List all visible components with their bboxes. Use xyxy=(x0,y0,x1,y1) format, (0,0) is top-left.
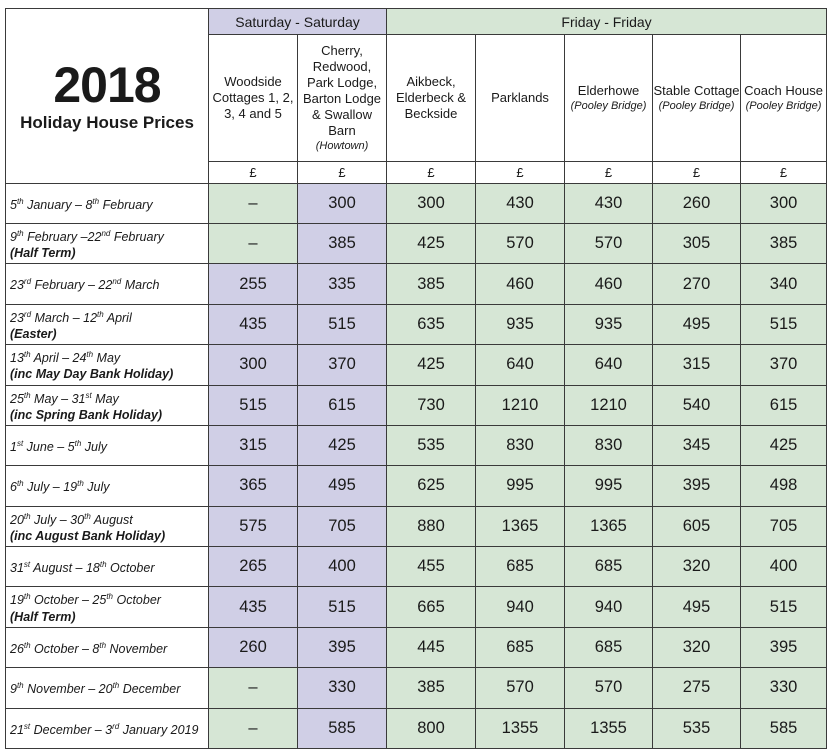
price-cell: – xyxy=(209,183,298,223)
price-cell: 685 xyxy=(565,547,653,587)
period-dates: 21st December – 3rd January 2019 xyxy=(10,721,199,737)
property-name: Parklands xyxy=(491,90,549,106)
price-cell: 395 xyxy=(298,627,387,667)
group-header-row xyxy=(6,9,827,35)
price-cell: 370 xyxy=(298,345,387,385)
period-dates: 6th July – 19th July xyxy=(10,479,110,495)
period-note: (Half Term) xyxy=(10,609,76,624)
price-cell: 515 xyxy=(298,304,387,344)
price-cell: 305 xyxy=(653,224,741,264)
property-location-note: (Pooley Bridge) xyxy=(658,100,735,113)
price-cell: 425 xyxy=(298,425,387,465)
group-friday: Friday - Friday xyxy=(387,9,827,35)
property-header xyxy=(565,35,653,162)
property-name: Coach House xyxy=(744,83,823,99)
price-cell: 800 xyxy=(387,708,476,749)
price-cell: 425 xyxy=(387,345,476,385)
price-cell: 515 xyxy=(209,385,298,425)
price-cell: 730 xyxy=(387,385,476,425)
price-cell: 345 xyxy=(653,425,741,465)
title-year: 2018 xyxy=(53,56,161,113)
price-cell: 615 xyxy=(298,385,387,425)
price-cell: 515 xyxy=(741,587,827,627)
price-cell: 585 xyxy=(741,708,827,749)
price-cell: 535 xyxy=(387,425,476,465)
price-cell: 435 xyxy=(209,587,298,627)
property-header xyxy=(653,35,741,162)
price-cell: 365 xyxy=(209,466,298,506)
price-cell: 395 xyxy=(653,466,741,506)
price-cell: 300 xyxy=(741,183,827,223)
price-cell: 640 xyxy=(565,345,653,385)
price-cell: 935 xyxy=(565,304,653,344)
period-cell xyxy=(6,345,209,385)
period-dates: 9th November – 20th December xyxy=(10,681,181,697)
period-cell xyxy=(6,587,209,627)
price-cell: 400 xyxy=(741,547,827,587)
price-cell: 1355 xyxy=(565,708,653,749)
property-location-note: (Pooley Bridge) xyxy=(745,100,822,113)
title-subtitle: Holiday House Prices xyxy=(20,112,194,132)
table-row xyxy=(6,264,827,304)
price-cell: 635 xyxy=(387,304,476,344)
price-cell: 640 xyxy=(476,345,565,385)
price-cell: 495 xyxy=(653,587,741,627)
period-note: (inc Spring Bank Holiday) xyxy=(10,407,163,422)
price-cell: 425 xyxy=(741,425,827,465)
period-dates: 23rd March – 12th April xyxy=(10,309,132,326)
price-cell: 685 xyxy=(565,627,653,667)
table-row xyxy=(6,425,827,465)
period-cell xyxy=(6,304,209,344)
property-name: Elderhowe xyxy=(577,83,640,99)
price-cell: 385 xyxy=(741,224,827,264)
property-location-note: (Pooley Bridge) xyxy=(570,100,647,113)
currency-label: £ xyxy=(387,162,476,183)
price-cell: 570 xyxy=(476,224,565,264)
property-header xyxy=(387,35,476,162)
property-name: Stable Cottage xyxy=(653,83,740,99)
price-cell: 430 xyxy=(476,183,565,223)
price-cell: 685 xyxy=(476,547,565,587)
price-cell: 425 xyxy=(387,224,476,264)
table-row xyxy=(6,547,827,587)
price-cell: 385 xyxy=(387,264,476,304)
table-row xyxy=(6,345,827,385)
price-cell: 445 xyxy=(387,627,476,667)
period-cell xyxy=(6,385,209,425)
price-cell: 830 xyxy=(476,425,565,465)
price-cell: – xyxy=(209,668,298,708)
price-cell: 830 xyxy=(565,425,653,465)
currency-label: £ xyxy=(565,162,653,183)
price-cell: 495 xyxy=(653,304,741,344)
price-cell: 570 xyxy=(565,668,653,708)
period-dates: 31st August – 18th October xyxy=(10,560,155,576)
price-cell: 275 xyxy=(653,668,741,708)
currency-label: £ xyxy=(209,162,298,183)
price-cell: 605 xyxy=(653,506,741,546)
table-row xyxy=(6,183,827,223)
period-dates: 5th January – 8th February xyxy=(10,196,153,212)
price-cell: 705 xyxy=(741,506,827,546)
table-row xyxy=(6,304,827,344)
property-header xyxy=(298,35,387,162)
price-cell: 330 xyxy=(741,668,827,708)
period-cell xyxy=(6,425,209,465)
period-cell xyxy=(6,708,209,749)
price-cell: 1365 xyxy=(476,506,565,546)
period-note: (Half Term) xyxy=(10,246,76,261)
period-cell xyxy=(6,224,209,264)
period-cell xyxy=(6,183,209,223)
currency-label: £ xyxy=(741,162,827,183)
price-cell: – xyxy=(209,708,298,749)
period-dates: 26th October – 8th November xyxy=(10,640,168,657)
price-cell: 585 xyxy=(298,708,387,749)
property-name: Cherry, Redwood, Park Lodge, Barton Lodge & Swallow Barn xyxy=(302,43,382,139)
table-row xyxy=(6,587,827,627)
period-cell xyxy=(6,466,209,506)
price-cell: 260 xyxy=(653,183,741,223)
property-location-note: (Howtown) xyxy=(315,140,369,153)
currency-label: £ xyxy=(476,162,565,183)
price-cell: 315 xyxy=(209,425,298,465)
price-cell: 665 xyxy=(387,587,476,627)
price-cell: 315 xyxy=(653,345,741,385)
price-cell: 385 xyxy=(387,668,476,708)
price-cell: 498 xyxy=(741,466,827,506)
price-cell: 270 xyxy=(653,264,741,304)
period-cell xyxy=(6,264,209,304)
price-cell: 935 xyxy=(476,304,565,344)
period-dates: 23rd February – 22nd March xyxy=(10,277,160,293)
price-cell: 385 xyxy=(298,224,387,264)
table-row xyxy=(6,668,827,708)
price-cell: 570 xyxy=(476,668,565,708)
price-cell: 515 xyxy=(741,304,827,344)
period-dates: 19th October – 25th October xyxy=(10,592,161,608)
period-cell xyxy=(6,547,209,587)
period-cell xyxy=(6,668,209,708)
table-row xyxy=(6,708,827,749)
price-cell: 540 xyxy=(653,385,741,425)
price-cell: 460 xyxy=(565,264,653,304)
holiday-price-table xyxy=(5,8,827,749)
price-cell: 330 xyxy=(298,668,387,708)
price-cell: 300 xyxy=(387,183,476,223)
price-cell: 370 xyxy=(741,345,827,385)
price-cell: 255 xyxy=(209,264,298,304)
currency-label: £ xyxy=(653,162,741,183)
property-name: Aikbeck, Elderbeck & Beckside xyxy=(395,74,467,122)
currency-label: £ xyxy=(298,162,387,183)
price-cell: 320 xyxy=(653,627,741,667)
table-row xyxy=(6,224,827,264)
price-cell: 335 xyxy=(298,264,387,304)
price-cell: 455 xyxy=(387,547,476,587)
price-cell: 495 xyxy=(298,466,387,506)
group-saturday: Saturday - Saturday xyxy=(209,9,387,35)
property-header xyxy=(741,35,827,162)
price-cell: 570 xyxy=(565,224,653,264)
price-cell: 515 xyxy=(298,587,387,627)
period-cell xyxy=(6,506,209,546)
price-cell: 260 xyxy=(209,627,298,667)
price-cell: 300 xyxy=(209,345,298,385)
price-cell: 1355 xyxy=(476,708,565,749)
price-cell: 340 xyxy=(741,264,827,304)
period-cell xyxy=(6,627,209,667)
price-cell: 535 xyxy=(653,708,741,749)
price-cell: 1210 xyxy=(565,385,653,425)
price-cell: 685 xyxy=(476,627,565,667)
property-header xyxy=(476,35,565,162)
price-cell: 940 xyxy=(565,587,653,627)
table-row xyxy=(6,385,827,425)
price-cell: 400 xyxy=(298,547,387,587)
period-dates: 25th May – 31st May xyxy=(10,390,119,406)
price-cell: 460 xyxy=(476,264,565,304)
price-cell: 575 xyxy=(209,506,298,546)
period-dates: 9th February –22nd February xyxy=(10,229,164,245)
table-row xyxy=(6,466,827,506)
price-cell: 320 xyxy=(653,547,741,587)
price-cell: 705 xyxy=(298,506,387,546)
price-cell: 430 xyxy=(565,183,653,223)
price-cell: 1365 xyxy=(565,506,653,546)
table-row xyxy=(6,627,827,667)
price-cell: 395 xyxy=(741,627,827,667)
period-dates: 1st June – 5th July xyxy=(10,438,107,455)
price-cell: 995 xyxy=(565,466,653,506)
price-cell: 615 xyxy=(741,385,827,425)
period-note: (Easter) xyxy=(10,327,57,342)
price-cell: 1210 xyxy=(476,385,565,425)
price-cell: 995 xyxy=(476,466,565,506)
period-dates: 13th April – 24th May xyxy=(10,350,121,366)
period-note: (inc August Bank Holiday) xyxy=(10,528,166,543)
price-cell: – xyxy=(209,224,298,264)
price-cell: 300 xyxy=(298,183,387,223)
table-title xyxy=(6,9,209,184)
period-dates: 20th July – 30th August xyxy=(10,511,133,527)
price-cell: 940 xyxy=(476,587,565,627)
table-row xyxy=(6,506,827,546)
price-cell: 625 xyxy=(387,466,476,506)
price-cell: 880 xyxy=(387,506,476,546)
price-cell: 265 xyxy=(209,547,298,587)
property-header xyxy=(209,35,298,162)
property-name: Woodside Cottages 1, 2, 3, 4 and 5 xyxy=(212,74,294,122)
price-cell: 435 xyxy=(209,304,298,344)
period-note: (inc May Day Bank Holiday) xyxy=(10,367,174,382)
